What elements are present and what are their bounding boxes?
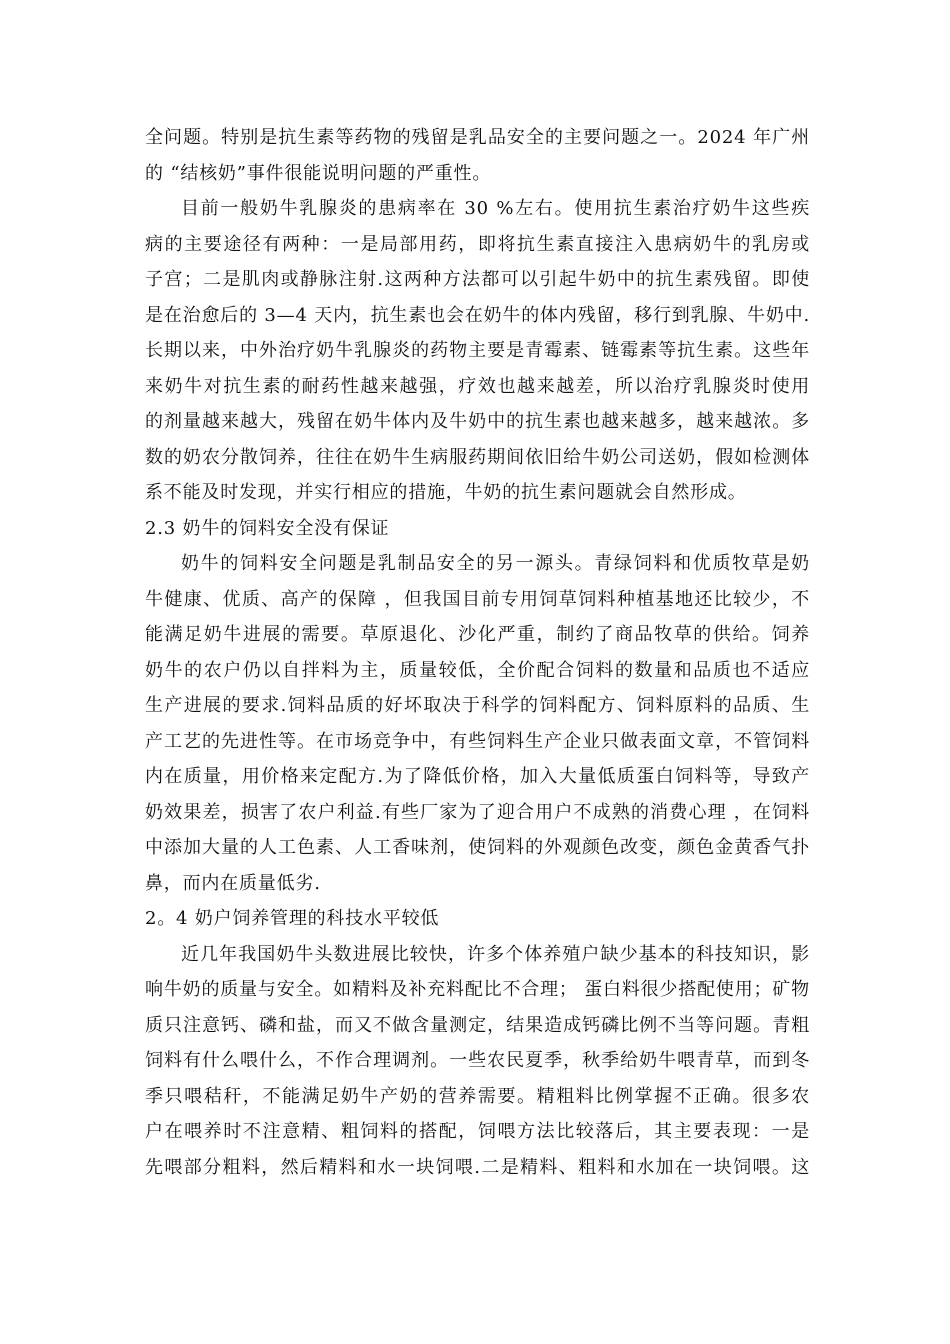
text-line: 牛健康、优质、高产的保障 ，但我国目前专用饲草饲料种植基地还比较少，不	[145, 588, 810, 610]
text-line: 是在治愈后的 3—4 天内，抗生素也会在奶牛的体内残留，移行到乳腺、牛奶中.	[145, 304, 810, 326]
paragraph-first-line: 目前一般奶牛乳腺炎的患病率在 30 %左右。使用抗生素治疗奶牛这些疾	[181, 198, 810, 219]
text-line: 质只注意钙、磷和盐，而又不做含量测定，结果造成钙磷比例不当等问题。青粗	[145, 1014, 810, 1036]
text-line: 全问题。特别是抗生素等药物的残留是乳品安全的主要问题之一。2024 年广州	[145, 127, 810, 148]
text-line: 先喂部分粗料，然后精料和水一块饲喂.二是精料、粗料和水加在一块饲喂。这	[145, 1156, 810, 1178]
text-line: 鼻，而内在质量低劣.	[145, 872, 321, 894]
section-heading: 2。4 奶户饲养管理的科技水平较低	[145, 908, 440, 929]
section-heading: 2.3 奶牛的饲料安全没有保证	[145, 517, 390, 539]
paragraph-first-line: 奶牛的饲料安全问题是乳制品安全的另一源头。青绿饲料和优质牧草是奶	[181, 553, 810, 574]
text-line: 中添加大量的人工色素、人工香味剂，使饲料的外观颜色改变，颜色金黄香气扑	[145, 837, 810, 858]
text-line: 奶效果差，损害了农户利益.有些厂家为了迎合用户不成熟的消费心理 ，在饲料	[145, 801, 810, 823]
text-line: 能满足奶牛进展的需要。草原退化、沙化严重，制约了商品牧草的供给。饲养	[145, 624, 810, 645]
text-line: 响牛奶的质量与安全。如精料及补充料配比不合理； 蛋白料很少搭配使用；矿物	[145, 979, 810, 1000]
text-line: 数的奶农分散饲养，往往在奶牛生病服药期间依旧给牛奶公司送奶，假如检测体	[145, 446, 810, 468]
text-line: 奶牛的农户仍以自拌料为主，质量较低，全价配合饲料的数量和品质也不适应	[145, 659, 810, 681]
paragraph-first-line: 近几年我国奶牛头数进展比较快，许多个体养殖户缺少基本的科技知识，影	[181, 943, 810, 965]
text-line: 生产进展的要求.饲料品质的好坏取决于科学的饲料配方、饲料原料的品质、生	[145, 695, 810, 716]
text-line: 系不能及时发现，并实行相应的措施，牛奶的抗生素问题就会自然形成。	[145, 482, 747, 503]
text-line: 来奶牛对抗生素的耐药性越来越强，疗效也越来越差，所以治疗乳腺炎时使用	[145, 375, 810, 397]
text-line: 病的主要途径有两种：一是局部用药，即将抗生素直接注入患病奶牛的乳房或	[145, 233, 810, 255]
text-line: 的 “结核奶”事件很能说明问题的严重性。	[145, 162, 492, 184]
text-line: 饲料有什么喂什么，不作合理调剂。一些农民夏季，秋季给奶牛喂青草，而到冬	[145, 1050, 810, 1071]
text-line: 季只喂秸秆，不能满足奶牛产奶的营养需要。精粗料比例掌握不正确。很多农	[145, 1085, 810, 1107]
body-text	[145, 120, 810, 1185]
text-line: 子宫；二是肌肉或静脉注射.这两种方法都可以引起牛奶中的抗生素残留。即使	[145, 269, 810, 290]
text-line: 长期以来，中外治疗奶牛乳腺炎的药物主要是青霉素、链霉素等抗生素。这些年	[145, 340, 810, 361]
text-line: 内在质量，用价格来定配方.为了降低价格，加入大量低质蛋白饲料等，导致产	[145, 766, 810, 787]
text-line: 的剂量越来越大，残留在奶牛体内及牛奶中的抗生素也越来越多，越来越浓。多	[145, 411, 810, 432]
text-line: 产工艺的先进性等。在市场竞争中，有些饲料生产企业只做表面文章，不管饲料	[145, 730, 810, 752]
text-line: 户在喂养时不注意精、粗饲料的搭配，饲喂方法比较落后，其主要表现：一是	[145, 1121, 810, 1142]
